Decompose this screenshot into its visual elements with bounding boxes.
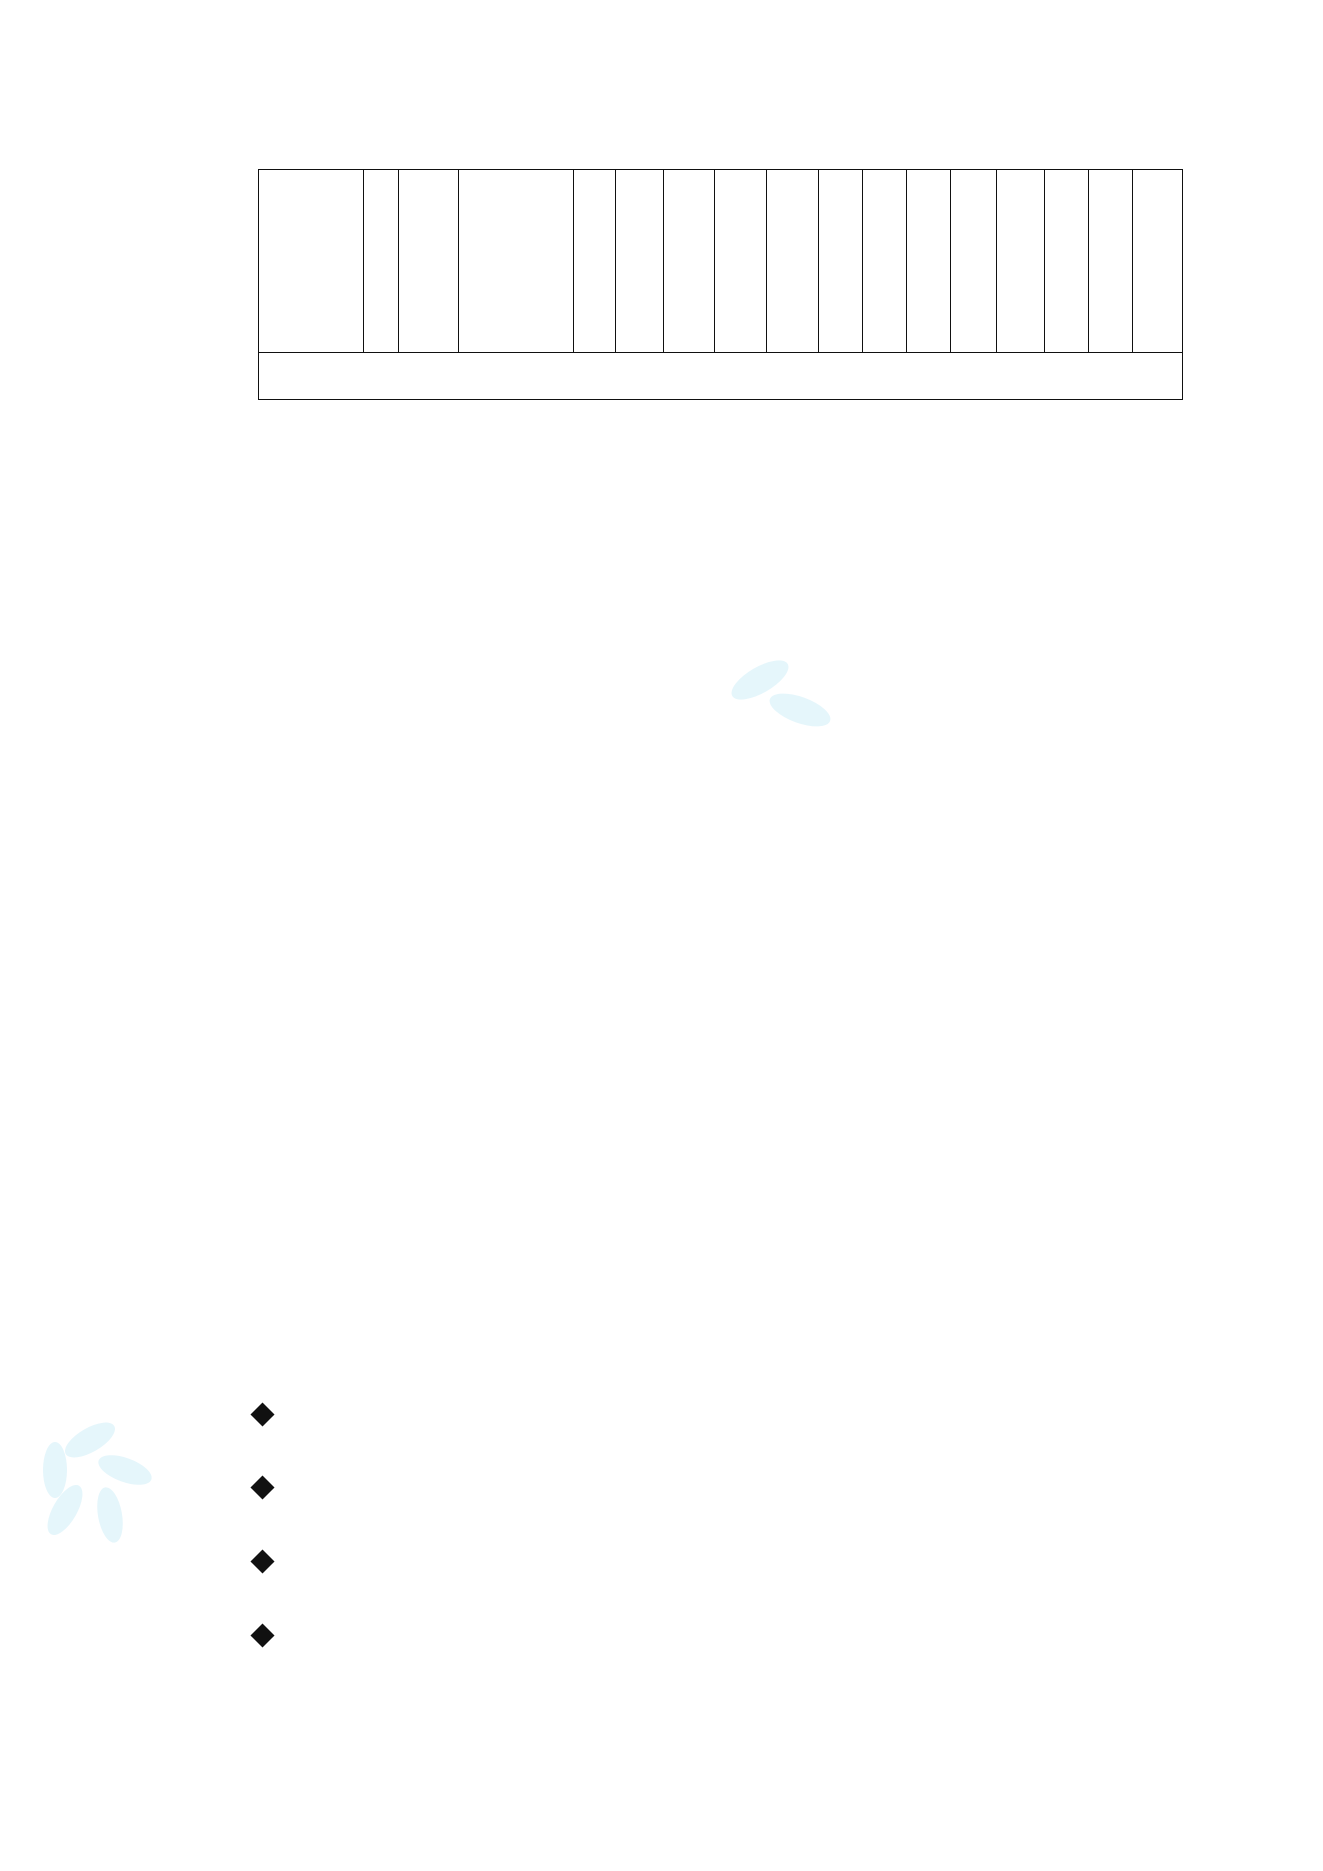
- list-item: [254, 1474, 299, 1508]
- freq-cell: [767, 169, 819, 352]
- cable-type-cell: [259, 169, 364, 352]
- ps-elfext-cell: [1132, 169, 1182, 352]
- list-item: [254, 1622, 299, 1656]
- list-item: [254, 1548, 299, 1582]
- next-cell: [819, 169, 863, 352]
- imped-cell: [398, 169, 458, 352]
- diamond-bullet-icon: [250, 1549, 274, 1573]
- delay-skew-cell: [663, 169, 715, 352]
- ps-next-cell: [1045, 169, 1089, 352]
- diamond-bullet-icon: [250, 1402, 274, 1426]
- spec-table-block: [258, 160, 1183, 400]
- elfext-cell: [997, 169, 1045, 352]
- diamond-bullet-icon: [250, 1475, 274, 1499]
- length-cell: [615, 169, 663, 352]
- res-cell: [573, 169, 615, 352]
- attn-cell: [863, 169, 907, 352]
- ps-acr-cell: [1088, 169, 1132, 352]
- acr-cell: [951, 169, 997, 352]
- prop-delay-cell: [715, 169, 767, 352]
- table-note: [259, 352, 1183, 399]
- table-row: [259, 169, 1183, 352]
- spec-table: [258, 169, 1183, 400]
- nvp-cell: [363, 169, 398, 352]
- list-item: [254, 1401, 299, 1435]
- diamond-bullet-icon: [250, 1623, 274, 1647]
- table-note-row: [259, 352, 1183, 399]
- wiremap-cell: [458, 169, 573, 352]
- section-heading: [200, 536, 218, 565]
- rl-cell: [907, 169, 951, 352]
